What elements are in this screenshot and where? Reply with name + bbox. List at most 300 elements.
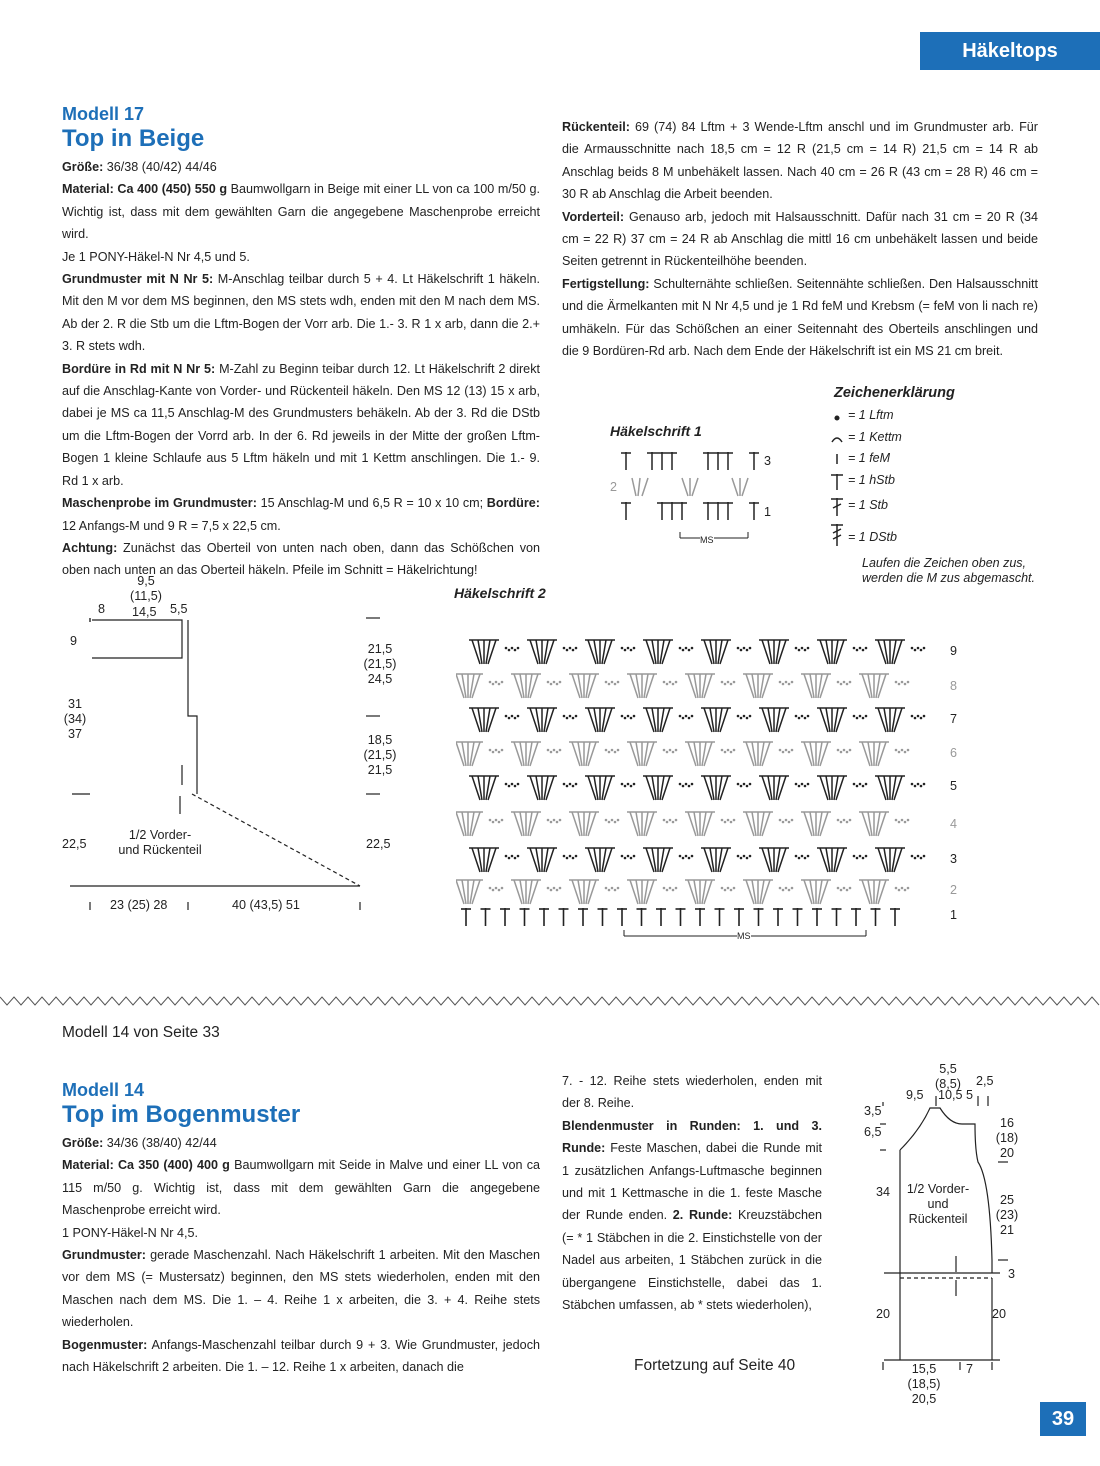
m17-rueckenteil: Rückenteil: 69 (74) 84 Lftm + 3 Wende-Lftm anschl und im Grundmuster arb. Für die Armausschnitte nach 18,5 cm = 12 R (21,5 cm = 14 R) 21,5 cm = 14 R ab Anschlag beids 8 M unbehäkelt lassen. Nach 40 cm = 26 R (43 cm = 28 R) 46 cm = 30 R ab Anschlag die Arbeit beenden.	[562, 120, 1038, 202]
chart2-chain-dot	[559, 681, 562, 684]
chart2-chain-dot	[675, 887, 678, 890]
chart2-chain-dot	[691, 715, 694, 718]
legend-item-kettm: = 1 Kettm	[848, 430, 902, 444]
chart2-chain-dot	[627, 715, 630, 718]
chart2-chain-dot	[791, 819, 794, 822]
legend-item-hstb: = 1 hStb	[848, 473, 895, 487]
chart2-chain-dot	[917, 783, 920, 786]
chart2-chain-dot	[498, 751, 501, 754]
chart2-chain-dot	[517, 647, 520, 650]
chart2-chain-dot	[727, 749, 730, 752]
chart2-chain-dot	[663, 819, 666, 822]
chart2-chain-dot	[907, 681, 910, 684]
chart2-chain-dot	[795, 715, 798, 718]
chart2-chain-dot	[685, 647, 688, 650]
s14-b155: 15,5 (18,5) 20,5	[907, 1362, 941, 1406]
legend-item-dstb: = 1 DStb	[848, 530, 897, 544]
chart2-chain-dot	[611, 819, 614, 822]
chart2-chain-dot	[904, 889, 907, 892]
chart2-chain-dot	[611, 681, 614, 684]
chart2-chain-dot	[563, 855, 566, 858]
chart2-chain-dot	[798, 857, 801, 860]
chart2-chain-dot	[724, 889, 727, 892]
chart2-chain-dot	[801, 855, 804, 858]
chart2-chain-dot	[795, 855, 798, 858]
chart2-chain-dot	[672, 821, 675, 824]
chart2-chain-dot	[614, 889, 617, 892]
chart2-chain-dot	[840, 683, 843, 686]
chart2-chain-dot	[514, 785, 517, 788]
chart2-chain-dot	[630, 649, 633, 652]
chart2-chain-dot	[743, 783, 746, 786]
chart2-chain-dot	[679, 783, 682, 786]
chart2-chain-dot	[688, 857, 691, 860]
s17-h225l: 22,5	[62, 837, 87, 851]
chart1-row3-label: 3	[764, 454, 772, 468]
chart2-chain-dot	[795, 783, 798, 786]
m14-label: Modell 14	[62, 1080, 145, 1100]
chart2-chain-dot	[682, 857, 685, 860]
page-number: 39	[1040, 1402, 1086, 1436]
s17-r185: 18,5 (21,5) 21,5	[363, 733, 397, 777]
m17-bordure: Bordüre in Rd mit N Nr 5: M-Zahl zu Beginn teibar durch 12. Lt Häkelschrift 2 direkt auf die Anschlag-Kante von Vorder- und Rückenteil häkeln. Den MS 12 (13) 15 x arb, dabei je MS ca 11,5 Anschlag-M des Grundmusters behäkeln. Ab der 3. Rd die DStb um die Lftm-Bogen der Vorrd arb. In der 6. Rd jeweils in der Mitte der großen Lftm-Bogen 1 kleine Schlaufe aus 5 Lftm häkeln und mit 1 Kettm anschlingen. Die 1.- 9. Rd 1 x arb.	[62, 361, 540, 488]
chart2-chain-dot	[840, 889, 843, 892]
chart2-chain-dot	[633, 855, 636, 858]
chart1	[618, 446, 768, 546]
legend-item-stb: = 1 Stb	[848, 498, 888, 512]
chart2-title: Häkelschrift 2	[454, 585, 546, 601]
chart2-chain-dot	[737, 783, 740, 786]
s14-r20: 20	[992, 1307, 1007, 1321]
legend-symbols	[828, 406, 848, 556]
chart2-chain-dot	[788, 821, 791, 824]
chart2-chain-dot	[663, 749, 666, 752]
chart2-chain-dot	[798, 717, 801, 720]
chart2-chain-dot	[508, 857, 511, 860]
chart2-chain-dot	[730, 751, 733, 754]
chart2-chain-dot	[666, 683, 669, 686]
chart2-chain-dot	[682, 717, 685, 720]
chart2-chain-dot	[514, 857, 517, 860]
chart1-ms: MS	[700, 533, 714, 548]
chart2-chain-dot	[911, 855, 914, 858]
m17-left-column	[62, 104, 540, 582]
chart2-chain-dot	[572, 649, 575, 652]
chart2-chain-dot	[621, 783, 624, 786]
chart2-chain-dot	[853, 783, 856, 786]
chart2-chain-dot	[511, 783, 514, 786]
chart2-chain-dot	[859, 783, 862, 786]
chart2-chain-dot	[688, 785, 691, 788]
chart2-chain-dot	[492, 821, 495, 824]
chart2-chain-dot	[559, 887, 562, 890]
chart2-chain-dot	[608, 683, 611, 686]
chart2-chain-dot	[730, 683, 733, 686]
chart2-chain-dot	[569, 855, 572, 858]
chart2-chain-dot	[740, 717, 743, 720]
chart2-chain-dot	[611, 749, 614, 752]
chart2-chain-dot	[679, 715, 682, 718]
chart2-chain-dot	[501, 749, 504, 752]
chart2-row-9: 9	[950, 644, 958, 658]
chart2-chain-dot	[553, 749, 556, 752]
chart2-chain-dot	[624, 649, 627, 652]
chart2-chain-dot	[859, 647, 862, 650]
chart2-chain-dot	[611, 887, 614, 890]
chart2-chain-dot	[572, 717, 575, 720]
lftm-symbol	[835, 416, 839, 420]
chart2-chain-dot	[779, 681, 782, 684]
s17-b2: 40 (43,5) 51	[232, 898, 300, 912]
m17-material: Material: Ca 400 (450) 550 g Baumwollgarn in Beige mit einer LL von ca 100 m/50 g. Wichtig ist, dass mit dem gewählten Garn die angegebene Maschenprobe erreicht wird.	[62, 182, 540, 242]
m17-fertigstellung: Fertigstellung: Schulternähte schließen. Seitennähte schließen. Den Halsausschnitt und die Ärmelkanten mit N Nr 4,5 und je 1 Rd feM und Krebsm (= feM von li nach re) umhäkeln. Für das Schößchen an einer Seitennaht des Oberteils anschlingen und die 9 Bordüren-Rd arb. Nach dem Ende der Häkelschrift ist ein MS 21 cm breit.	[562, 276, 1038, 359]
chart2-chain-dot	[895, 887, 898, 890]
chart2-chain-dot	[730, 889, 733, 892]
chart2-chain-dot	[849, 749, 852, 752]
m14-grundmuster: Grundmuster: gerade Maschenzahl. Nach Häkelschrift 1 arbeiten. Mit den Maschen vor dem MS (= Mustersatz) beginnen, den MS stets wiederholen, enden mit den Maschen nach dem MS. Die 1. – 4. Reihe 1 x arbeiten, die 3. + 4. Reihe stets wiederholen.	[62, 1248, 540, 1330]
chart2-chain-dot	[733, 887, 736, 890]
chart2-chain-dot	[782, 821, 785, 824]
chart2-chain-dot	[795, 647, 798, 650]
chart2-chain-dot	[727, 681, 730, 684]
chart2-chain-dot	[846, 821, 849, 824]
chart2-chain-dot	[865, 855, 868, 858]
legend-item-fem: = 1 feM	[848, 451, 891, 465]
m14-middle-column	[562, 1070, 822, 1316]
m14-nadel: 1 PONY-Häkel-N Nr 4,5.	[62, 1225, 199, 1240]
chart2-chain-dot	[633, 715, 636, 718]
chart2-chain-dot	[856, 785, 859, 788]
s17-h9: 9	[70, 634, 78, 648]
chart2-chain-dot	[920, 785, 923, 788]
chart2-chain-dot	[514, 717, 517, 720]
chart2-chain-dot	[788, 683, 791, 686]
chart2-chain-dot	[563, 783, 566, 786]
s17-w55: 5,5	[170, 602, 188, 616]
chart2-chain-dot	[556, 889, 559, 892]
m14-col2a: 7. - 12. Reihe stets wiederholen, enden mit der 8. Reihe.	[562, 1074, 822, 1111]
chart2-chain-dot	[907, 749, 910, 752]
chart2-chain-dot	[865, 647, 868, 650]
chart2-chain-dot	[721, 681, 724, 684]
chart2-chain-dot	[914, 649, 917, 652]
chart2-chain-dot	[849, 681, 852, 684]
chart2-chain-dot	[495, 887, 498, 890]
chart2-chain-dot	[563, 715, 566, 718]
chart2-chain-dot	[865, 783, 868, 786]
chart2-chain-dot	[737, 715, 740, 718]
chart2-chain-dot	[608, 751, 611, 754]
chart2-row-8: 8	[950, 679, 958, 693]
chart2-chain-dot	[559, 819, 562, 822]
s17-h31: 31 (34) 37	[63, 697, 87, 741]
chart2-chain-dot	[517, 783, 520, 786]
chart2-chain-dot	[624, 785, 627, 788]
chart2-chain-dot	[853, 715, 856, 718]
chart2-chain-dot	[911, 783, 914, 786]
chart2-chain-dot	[791, 681, 794, 684]
chart2-chain-dot	[605, 681, 608, 684]
chart2-chain-dot	[859, 715, 862, 718]
chart2-chain-dot	[675, 819, 678, 822]
chart2-chain-dot	[779, 749, 782, 752]
chart2-chain-dot	[804, 857, 807, 860]
s17-w8: 8	[98, 602, 106, 616]
chart2-chain-dot	[914, 857, 917, 860]
chart2-chain-dot	[495, 749, 498, 752]
chart2-chain-dot	[489, 887, 492, 890]
chart2-chain-dot	[920, 649, 923, 652]
chart2-chain-dot	[804, 717, 807, 720]
chart2-chain-dot	[492, 683, 495, 686]
s17-b1: 23 (25) 28	[110, 898, 168, 912]
chart2-chain-dot	[746, 785, 749, 788]
chart2-chain-dot	[721, 887, 724, 890]
m14-blenden: Blendenmuster in Runden: 1. und 3. Runde: Feste Maschen, dabei die Runde mit 1 zusätzlichen Anfangs-Luftmasche beginnen und mit 1 Kettmasche in die 1. feste Masche der Runde enden. 2. Runde: Kreuzstäbchen (= * 1 Stäbchen in die 2. Einstichstelle von der Nadel aus arbeiten, 1 Stäbchen zurück in die übergangene Einstichstelle, dabei das 1. Stäbchen umfassen, ab * stets wiederholen),	[562, 1118, 822, 1313]
chart2-chain-dot	[782, 751, 785, 754]
chart2-chain-dot	[724, 821, 727, 824]
chart2-chain-dot	[569, 783, 572, 786]
chart2-chain-dot	[923, 855, 926, 858]
chart2-chain-dot	[505, 715, 508, 718]
chart2-chain-dot	[672, 751, 675, 754]
chart2-chain-dot	[740, 857, 743, 860]
s14-l35: 3,5	[864, 1104, 882, 1118]
chart2-chain-dot	[746, 717, 749, 720]
chart2-chain-dot	[746, 649, 749, 652]
chart2-chain-dot	[904, 751, 907, 754]
chart2-chain-dot	[495, 681, 498, 684]
s17-h225r: 22,5	[366, 837, 391, 851]
chart2-chain-dot	[727, 819, 730, 822]
chart2-chain-dot	[895, 749, 898, 752]
chart2-chain-dot	[856, 649, 859, 652]
chart2-chain-dot	[837, 681, 840, 684]
chart2-row-7: 7	[950, 712, 958, 726]
chart2-chain-dot	[489, 681, 492, 684]
chart2-chain-dot	[846, 683, 849, 686]
chart2-chain-dot	[856, 717, 859, 720]
s17-caption: 1/2 Vorder- und Rückenteil	[118, 828, 202, 857]
chart2-chain-dot	[627, 855, 630, 858]
chart2-chain-dot	[837, 749, 840, 752]
chart2-chain-dot	[566, 857, 569, 860]
chart2-chain-dot	[547, 819, 550, 822]
chart2-chain-dot	[914, 785, 917, 788]
s14-t105: 10,5	[938, 1088, 963, 1102]
chart2-chain-dot	[917, 855, 920, 858]
chart2-chain-dot	[495, 819, 498, 822]
m17-nadel: Je 1 PONY-Häkel-N Nr 4,5 und 5.	[62, 249, 250, 264]
chart2-chain-dot	[547, 681, 550, 684]
chart2-chain-dot	[807, 647, 810, 650]
chart2-chain-dot	[605, 887, 608, 890]
chart2-chain-dot	[733, 749, 736, 752]
m14-left-column	[62, 1080, 540, 1378]
s14-t25: 2,5	[976, 1074, 994, 1088]
chart2-chain-dot	[862, 857, 865, 860]
chart2-chain-dot	[807, 783, 810, 786]
chart2-chain-dot	[517, 715, 520, 718]
chart2-chain-dot	[862, 649, 865, 652]
chart2-chain-dot	[779, 819, 782, 822]
chart2-chain-dot	[547, 887, 550, 890]
s17-r215: 21,5 (21,5) 24,5	[363, 642, 397, 686]
m17-right-column	[562, 116, 1038, 362]
m17-groesse: Größe: 36/38 (40/42) 44/46	[62, 160, 217, 174]
chart2-chain-dot	[666, 889, 669, 892]
chart2-chain-dot	[627, 783, 630, 786]
chart2-chain-dot	[514, 649, 517, 652]
chart2-chain-dot	[575, 647, 578, 650]
chart2-chain-dot	[492, 889, 495, 892]
chart2-chain-dot	[798, 649, 801, 652]
chart2-ms: MS	[737, 929, 751, 944]
chart2-chain-dot	[682, 785, 685, 788]
chart2-chain-dot	[837, 887, 840, 890]
chart2-chain-dot	[898, 683, 901, 686]
chart2-chain-dot	[556, 751, 559, 754]
chart2-chain-dot	[837, 819, 840, 822]
chart2-chain-dot	[849, 819, 852, 822]
chart2-chain-dot	[907, 819, 910, 822]
m14-groesse: Größe: 34/36 (38/40) 42/44	[62, 1136, 217, 1150]
s14-r3: 3	[1008, 1267, 1016, 1281]
chart2-chain-dot	[688, 649, 691, 652]
chart2-chain-dot	[801, 783, 804, 786]
m17-label: Modell 17	[62, 104, 145, 124]
chart2-chain-dot	[566, 717, 569, 720]
chart2-row-5: 5	[950, 779, 958, 793]
s14-b7: 7	[966, 1362, 974, 1376]
chart2-row-1: 1	[950, 908, 958, 922]
chart2-chain-dot	[724, 683, 727, 686]
chart2-chain-dot	[559, 749, 562, 752]
chart2-chain-dot	[730, 821, 733, 824]
chart2-chain-dot	[498, 683, 501, 686]
chart1-row3	[621, 452, 759, 470]
chart2-chain-dot	[724, 751, 727, 754]
s14-l65: 6,5	[864, 1125, 882, 1139]
chart2-chain-dot	[511, 855, 514, 858]
chart2-chain-dot	[904, 821, 907, 824]
s14-l34: 34	[876, 1185, 891, 1199]
chart2-chain-dot	[785, 749, 788, 752]
chart2-chain-dot	[630, 785, 633, 788]
chart2-chain-dot	[904, 683, 907, 686]
chart2-chain-dot	[749, 647, 752, 650]
chart2-chain-dot	[727, 887, 730, 890]
modell14-subhead: Modell 14 von Seite 33	[62, 1024, 220, 1041]
chart2-chain-dot	[556, 821, 559, 824]
chart2-chain-dot	[633, 783, 636, 786]
chart2-chain-dot	[853, 647, 856, 650]
s14-t95: 9,5	[906, 1088, 924, 1102]
chart2-chain-dot	[511, 647, 514, 650]
chart2	[456, 600, 946, 945]
chart2-chain-dot	[572, 857, 575, 860]
chart2-row-2: 2	[950, 883, 958, 897]
chart2-chain-dot	[553, 681, 556, 684]
chart2-chain-dot	[508, 649, 511, 652]
chart1-row2-label: 2	[610, 480, 618, 494]
chart2-chain-dot	[675, 749, 678, 752]
chart2-chain-dot	[605, 819, 608, 822]
chart2-chain-dot	[508, 717, 511, 720]
chart2-chain-dot	[853, 855, 856, 858]
chart2-chain-dot	[856, 857, 859, 860]
chart2-chain-dot	[550, 751, 553, 754]
chart2-chain-dot	[843, 819, 846, 822]
m17-title: Top in Beige	[62, 125, 205, 152]
chart2-chain-dot	[746, 857, 749, 860]
chart2-chain-dot	[737, 647, 740, 650]
chart2-chain-dot	[840, 821, 843, 824]
chart2-chain-dot	[691, 783, 694, 786]
chart2-chain-dot	[505, 783, 508, 786]
m14-title: Top im Bogenmuster	[62, 1101, 301, 1128]
chart1-title: Häkelschrift 1	[610, 423, 702, 439]
chart2-chain-dot	[572, 785, 575, 788]
chart2-chain-dot	[862, 717, 865, 720]
chart2-chain-dot	[685, 715, 688, 718]
chart2-chain-dot	[569, 647, 572, 650]
legend-title: Zeichenerklärung	[834, 385, 955, 401]
s14-t55: 5,5 (8,5)	[935, 1062, 961, 1091]
chart2-chain-dot	[898, 751, 901, 754]
kettm-symbol	[832, 438, 842, 442]
chart2-chain-dot	[923, 647, 926, 650]
chart2-chain-dot	[911, 715, 914, 718]
chart2-chain-dot	[749, 783, 752, 786]
chart2-chain-dot	[669, 749, 672, 752]
chart2-chain-dot	[666, 821, 669, 824]
continuation-note: Fortetzung auf Seite 40	[634, 1357, 796, 1374]
chart2-chain-dot	[498, 889, 501, 892]
chart2-chain-dot	[721, 749, 724, 752]
chart2-chain-dot	[666, 751, 669, 754]
chart2-chain-dot	[859, 855, 862, 858]
chart2-chain-dot	[846, 889, 849, 892]
chart2-chain-dot	[895, 819, 898, 822]
chart2-chain-dot	[911, 647, 914, 650]
chart2-chain-dot	[901, 887, 904, 890]
chart2-chain-dot	[843, 887, 846, 890]
chart2-chain-dot	[691, 855, 694, 858]
chart2-chain-dot	[804, 649, 807, 652]
chart2-chain-dot	[788, 751, 791, 754]
chart2-chain-dot	[630, 717, 633, 720]
chart2-chain-dot	[785, 819, 788, 822]
chart2-chain-dot	[895, 681, 898, 684]
chart2-chain-dot	[663, 681, 666, 684]
chart2-chain-dot	[733, 681, 736, 684]
chart2-chain-dot	[627, 647, 630, 650]
chart2-chain-dot	[508, 785, 511, 788]
chart2-chain-dot	[505, 855, 508, 858]
chart2-row-6: 6	[950, 746, 958, 760]
chart2-chain-dot	[685, 783, 688, 786]
chart2-chain-dot	[782, 889, 785, 892]
chart2-chain-dot	[608, 889, 611, 892]
chart2-chain-dot	[917, 647, 920, 650]
chart2-chain-dot	[901, 819, 904, 822]
chart2-chain-dot	[624, 717, 627, 720]
chart2-chain-dot	[605, 749, 608, 752]
chart2-chain-dot	[575, 783, 578, 786]
s14-caption: 1/2 Vorder- und Rückenteil	[906, 1182, 970, 1226]
chart2-chain-dot	[898, 889, 901, 892]
